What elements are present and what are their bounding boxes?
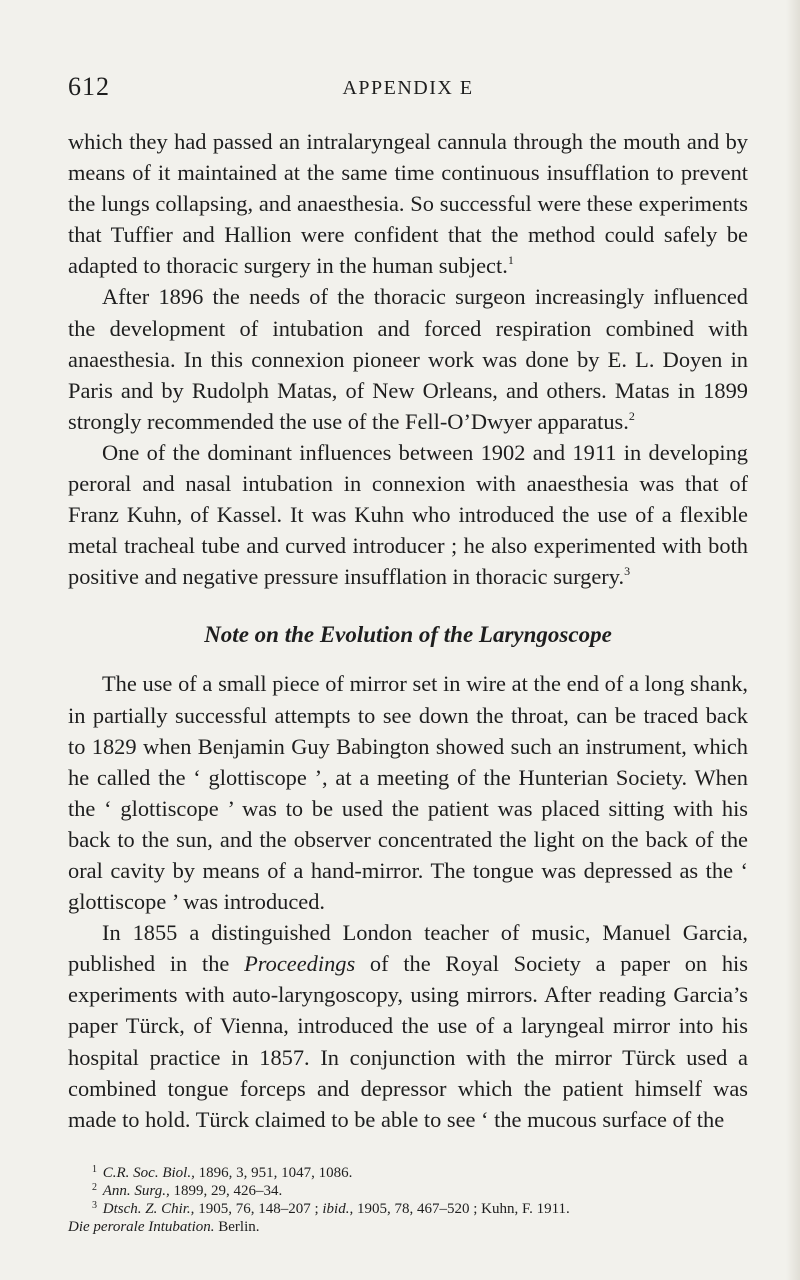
footnote-reference: 3 xyxy=(624,564,631,579)
citation-source: ibid., xyxy=(322,1201,354,1217)
footnote-reference: 2 xyxy=(628,408,635,423)
citation-source: Die perorale Intubation. xyxy=(68,1219,215,1235)
journal-title: Proceedings xyxy=(244,951,356,977)
citation-details: 1905, 76, 148–207 ; xyxy=(194,1201,323,1217)
citation-source: Ann. Surg., xyxy=(102,1183,170,1199)
citation-details: 1899, 29, 426–34. xyxy=(169,1183,283,1199)
footnote-mark: 2 xyxy=(92,1182,97,1193)
page-number: 612 xyxy=(68,72,110,101)
paragraph xyxy=(68,437,748,592)
paragraph-text: In 1855 a distinguished London teacher of music, Manuel Garcia, published in the xyxy=(68,920,748,977)
paragraph-text: One of the dominant influences between 1902 and 1911 in developing peroral and nasal intubation in connexion with anaesthesia was that of Franz Kuhn, of Kassel. It was Kuhn who introduced the use of a flexible metal tracheal tube and curved introducer ; he also experimented with both positive and negative pressure insufflation in thoracic surgery. xyxy=(68,439,748,590)
page-edge-shadow xyxy=(786,0,800,1280)
footnote-mark: 3 xyxy=(92,1200,97,1211)
paragraph xyxy=(68,126,748,281)
footnote-mark: 1 xyxy=(92,1164,97,1175)
citation-source: Dtsch. Z. Chir., xyxy=(102,1201,195,1217)
citation-details: 1896, 3, 951, 1047, 1086. xyxy=(194,1165,353,1181)
section-heading: Note on the Evolution of the Laryngoscope xyxy=(204,622,612,648)
footnote xyxy=(92,1182,748,1200)
body-text xyxy=(68,126,748,1135)
footnote xyxy=(92,1164,748,1182)
paragraph-text: After 1896 the needs of the thoracic surgeon increasingly influenced the development of intubation and forced respiration combined with anaesthesia. In this connexion pioneer work was done by E. L. Doyen in Paris and by Rudolph Matas, of New Orleans, and others. Matas in 1899 strongly recommended the use of the Fell-O’Dwyer apparatus. xyxy=(68,284,748,434)
page-header xyxy=(68,72,748,108)
citation-source: C.R. Soc. Biol., xyxy=(102,1165,195,1181)
paragraph xyxy=(68,917,748,1135)
footnote xyxy=(92,1200,748,1218)
citation-details: Berlin. xyxy=(214,1219,260,1235)
paragraph: The use of a small piece of mirror set in wire at the end of a long shank, in partially successful attempts to see down the throat, can be traced back to 1829 when Benjamin Guy Babington showed such an instrument, which he called the ‘ glottiscope ’, at a meeting of the Hunterian Society. When the ‘ glottiscope ’ was to be used the patient was placed sitting with his back to the sun, and the observer concentrated the light on the back of the oral cavity by means of a hand-mirror. The tongue was depressed as the ‘ glottiscope ’ was introduced. xyxy=(68,671,748,915)
citation-details: 1905, 78, 467–520 ; Kuhn, F. 1911. xyxy=(353,1201,570,1217)
paragraph-text: which they had passed an intralaryngeal cannula through the mouth and by means of it maintained at the same time continuous insufflation to prevent the lungs collapsing, and anaesthesia. So successful were these experiments that Tuffier and Hallion were confident that the method could safely be adapted to thoracic surgery in the human subject. xyxy=(68,129,748,279)
running-title: APPENDIX E xyxy=(342,77,474,99)
footnote-continuation xyxy=(68,1218,748,1236)
footnotes xyxy=(68,1164,748,1236)
paragraph xyxy=(68,281,748,436)
paragraph-text: of the Royal Society a paper on his experiments with auto-laryngoscopy, using mirrors. After reading Garcia’s paper Türck, of Vienna, introduced the use of a laryngeal mirror into his hospital practice in 1857. In conjunction with the mirror Türck used a combined tongue forceps and depressor which the patient himself was made to hold. Türck claimed to be able to see ‘ the mucous surface of the xyxy=(68,951,748,1132)
footnote-reference: 1 xyxy=(507,253,514,268)
